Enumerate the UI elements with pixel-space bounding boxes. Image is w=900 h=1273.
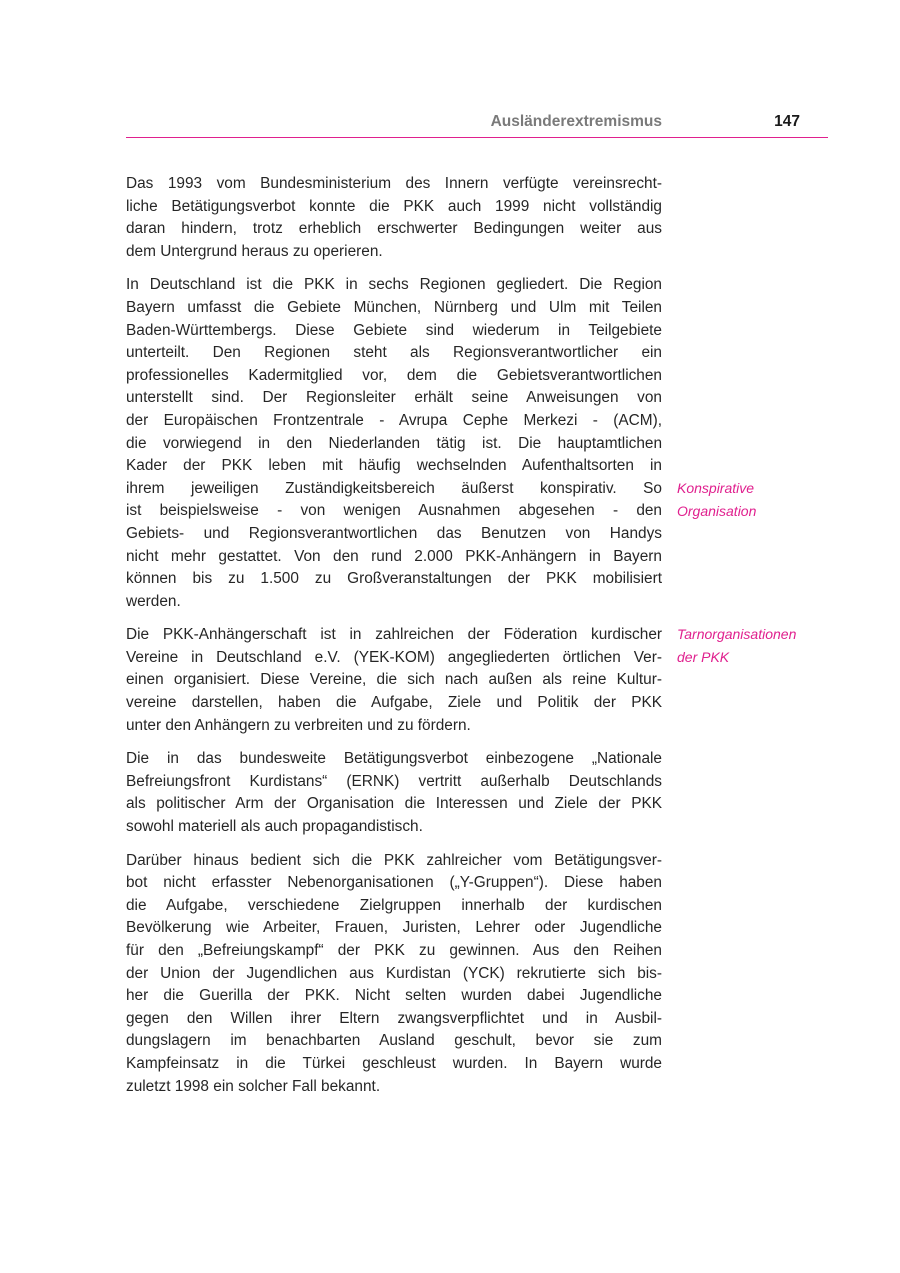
paragraph-line: die Aufgabe, verschiedene Zielgruppen innerhalb der kurdischen bbox=[126, 896, 662, 914]
paragraph-line: der Europäischen Frontzentrale - Avrupa Cephe Merkezi - (ACM), bbox=[126, 411, 662, 429]
header-section-title: Ausländerextremismus bbox=[490, 113, 662, 130]
paragraph-line: professionelles Kadermitglied vor, dem die Gebietsverantwortlichen bbox=[126, 366, 662, 384]
paragraph-line: Gebiets- und Regionsverantwortlichen das Benutzen von Handys bbox=[126, 524, 662, 542]
paragraph-line: Befreiungsfront Kurdistans“ (ERNK) vertritt außerhalb Deutschlands bbox=[126, 772, 662, 790]
margin-note-line: Tarnorganisationen bbox=[677, 626, 797, 642]
paragraph-line: dungslagern im benachbarten Ausland geschult, bevor sie zum bbox=[126, 1032, 662, 1050]
body-text bbox=[126, 173, 662, 1109]
paragraph-line: der Union der Jugendlichen aus Kurdistan (YCK) rekrutierte sich bis- bbox=[126, 964, 662, 982]
margin-note-line: Organisation bbox=[677, 502, 757, 519]
paragraph-line: als politischer Arm der Organisation die Interessen und Ziele der PKK bbox=[126, 795, 662, 813]
paragraph-line: die vorwiegend in den Niederlanden tätig ist. Die hauptamtlichen bbox=[126, 434, 662, 452]
paragraph-line: Kampfeinsatz in die Türkei geschleust wurden. In Bayern wurde bbox=[126, 1054, 662, 1072]
paragraph-5 bbox=[126, 850, 662, 1099]
margin-note-line: der PKK bbox=[677, 648, 730, 665]
paragraph-line: Das 1993 vom Bundesministerium des Innern verfügte vereinsrecht- bbox=[126, 175, 662, 192]
paragraph-line: Darüber hinaus bedient sich die PKK zahlreicher vom Betätigungsver- bbox=[126, 851, 662, 869]
margin-note-tarnorganisationen bbox=[677, 623, 837, 668]
header-rule bbox=[126, 137, 828, 138]
paragraph-line: können bis zu 1.500 zu Großveranstaltungen der PKK mobilisiert bbox=[126, 570, 662, 588]
paragraph-line: für den „Befreiungskampf“ der PKK zu gewinnen. Aus den Reihen bbox=[126, 942, 662, 959]
paragraph-line: unter den Anhängern zu verbreiten und zu fördern. bbox=[126, 716, 471, 734]
paragraph-line: unterstellt sind. Der Regionsleiter erhält seine Anweisungen von bbox=[126, 389, 662, 407]
paragraph-line: einen organisiert. Diese Vereine, die sich nach außen als reine Kultur- bbox=[126, 671, 662, 689]
paragraph-line: her die Guerilla der PKK. Nicht selten wurden dabei Jugendliche bbox=[126, 987, 662, 1005]
paragraph-1 bbox=[126, 173, 662, 263]
paragraph-line: Bayern umfasst die Gebiete München, Nürnberg und Ulm mit Teilen bbox=[126, 298, 662, 316]
paragraph-2 bbox=[126, 274, 662, 613]
paragraph-line: ihrem jeweiligen Zuständigkeitsbereich äußerst konspirativ. So bbox=[126, 479, 662, 497]
paragraph-line: nicht mehr gestattet. Von den rund 2.000 PKK-Anhängern in Bayern bbox=[126, 547, 662, 565]
paragraph-line: ist beispielsweise - von wenigen Ausnahmen abgesehen - den bbox=[126, 502, 662, 520]
paragraph-3 bbox=[126, 624, 662, 737]
paragraph-4 bbox=[126, 748, 662, 838]
paragraph-line: bot nicht erfasster Nebenorganisationen („Y-Gruppen“). Diese haben bbox=[126, 874, 662, 892]
paragraph-line: Bevölkerung wie Arbeiter, Frauen, Juristen, Lehrer oder Jugendliche bbox=[126, 919, 662, 937]
paragraph-line: zuletzt 1998 ein solcher Fall bekannt. bbox=[126, 1077, 381, 1095]
paragraph-line: Kader der PKK leben mit häufig wechselnden Aufenthaltsorten in bbox=[126, 457, 662, 475]
paragraph-line: In Deutschland ist die PKK in sechs Regionen gegliedert. Die Region bbox=[126, 276, 662, 294]
paragraph-line: liche Betätigungsverbot konnte die PKK auch 1999 nicht vollständig bbox=[126, 197, 662, 215]
paragraph-line: werden. bbox=[126, 592, 181, 610]
paragraph-line: dem Untergrund heraus zu operieren. bbox=[126, 242, 383, 260]
paragraph-line: Die in das bundesweite Betätigungsverbot einbezogene „Nationale bbox=[126, 750, 662, 768]
page-number: 147 bbox=[774, 113, 800, 130]
paragraph-line: vereine darstellen, haben die Aufgabe, Ziele und Politik der PKK bbox=[126, 694, 662, 712]
paragraph-line: Vereine in Deutschland e.V. (YEK-KOM) angegliederten örtlichen Ver- bbox=[126, 648, 662, 666]
paragraph-line: gegen den Willen ihrer Eltern zwangsverpflichtet und in Ausbil- bbox=[126, 1009, 662, 1027]
paragraph-line: unterteilt. Den Regionen steht als Regionsverantwortlicher ein bbox=[126, 344, 662, 362]
paragraph-line: sowohl materiell als auch propagandistisch. bbox=[126, 818, 423, 836]
paragraph-line: daran hindern, trotz erheblich erschwerter Bedingungen weiter aus bbox=[126, 220, 662, 238]
paragraph-line: Die PKK-Anhängerschaft ist in zahlreichen der Föderation kurdischer bbox=[126, 626, 662, 644]
margin-note-konspirative bbox=[677, 477, 837, 522]
paragraph-line: Baden-Württembergs. Diese Gebiete sind wiederum in Teilgebiete bbox=[126, 321, 662, 339]
margin-note-line: Konspirative bbox=[677, 480, 755, 496]
